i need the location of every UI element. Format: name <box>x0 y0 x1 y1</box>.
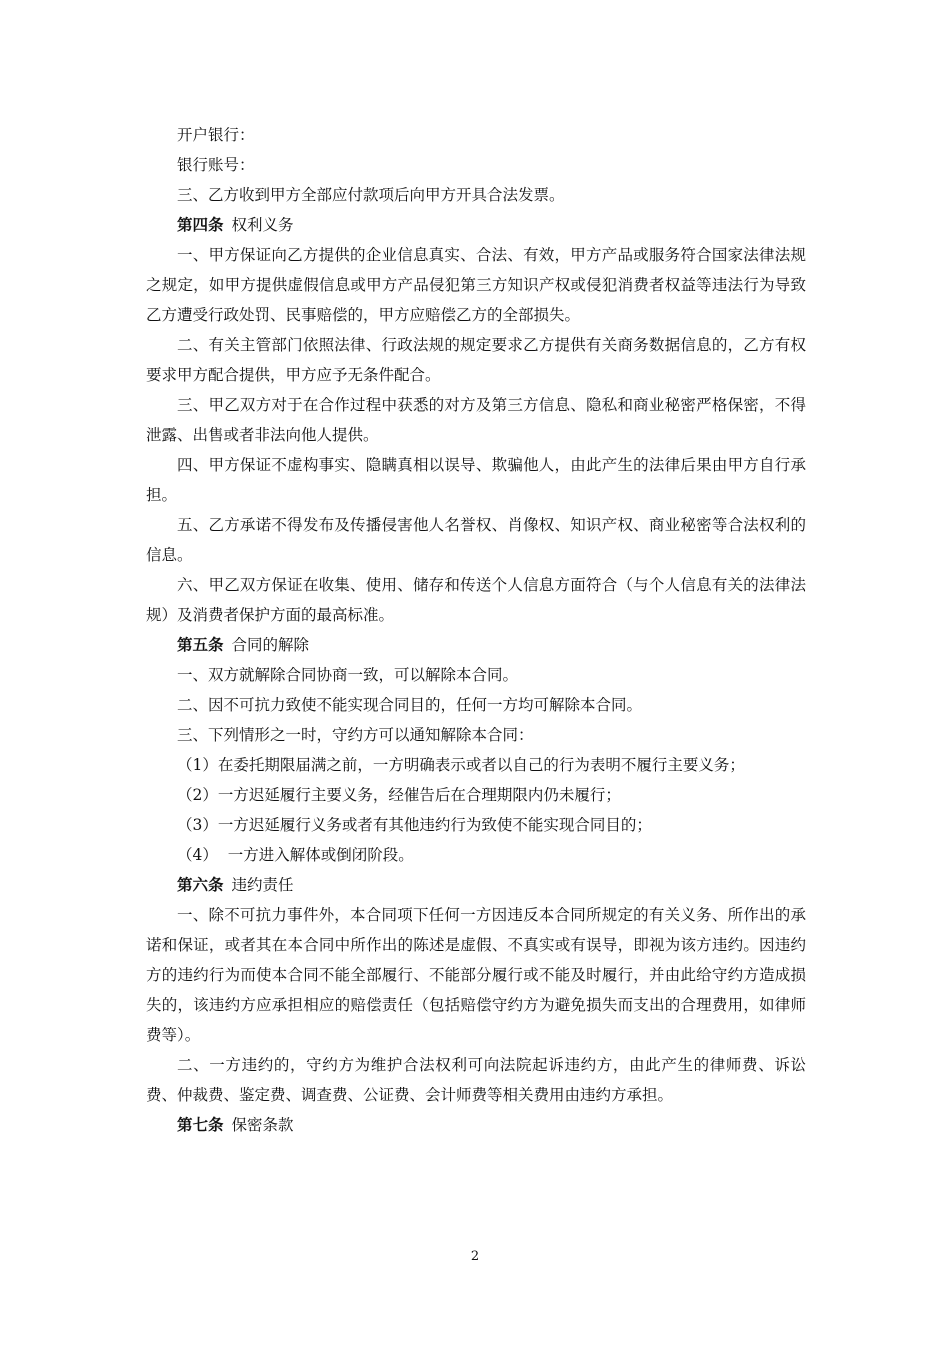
article-5-heading <box>146 630 806 660</box>
article-5-label: 第五条 <box>177 635 224 654</box>
article-6-title: 违约责任 <box>231 876 294 894</box>
article-5-item-2: （2）一方迟延履行主要义务，经催告后在合理期限内仍未履行； <box>177 786 621 804</box>
article-4-para-2: 二、有关主管部门依照法律、行政法规的规定要求乙方提供有关商务数据信息的，乙方有权要求甲方配合提供，甲方应予无条件配合。 <box>146 336 806 384</box>
article-6-heading <box>146 870 806 900</box>
article-5-para-1: 一、双方就解除合同协商一致，可以解除本合同。 <box>177 666 519 684</box>
bank-name-line: 开户银行： <box>177 126 255 144</box>
article-4-para-3: 三、甲乙双方对于在合作过程中获悉的对方及第三方信息、隐私和商业秘密严格保密，不得泄露、出售或者非法向他人提供。 <box>146 396 806 444</box>
article-4-para-1: 一、甲方保证向乙方提供的企业信息真实、合法、有效，甲方产品或服务符合国家法律法规之规定，如甲方提供虚假信息或甲方产品侵犯第三方知识产权或侵犯消费者权益等违法行为导致乙方遭受行政处罚、民事赔偿的，甲方应赔偿乙方的全部损失。 <box>146 246 806 324</box>
article-6-para-1: 一、除不可抗力事件外，本合同项下任何一方因违反本合同所规定的有关义务、所作出的承诺和保证，或者其在本合同中所作出的陈述是虚假、不真实或有误导，即视为该方违约。因违约方的违约行为而使本合同不能全部履行、不能部分履行或不能及时履行，并由此给守约方造成损失的，该违约方应承担相应的赔偿责任（包括赔偿守约方为避免损失而支出的合理费用，如律师费等）。 <box>146 906 806 1044</box>
page-number: 2 <box>470 1249 480 1264</box>
article-4-title: 权利义务 <box>231 216 294 234</box>
bank-account-line: 银行账号： <box>177 156 255 174</box>
article-5-item-4: （4） 一方进入解体或倒闭阶段。 <box>177 846 414 864</box>
article-7-heading <box>146 1110 806 1140</box>
article-4-heading <box>146 210 806 240</box>
article-5-para-3: 三、下列情形之一时，守约方可以通知解除本合同： <box>177 726 534 744</box>
article-4-para-6: 六、甲乙双方保证在收集、使用、储存和传送个人信息方面符合（与个人信息有关的法律法规）及消费者保护方面的最高标准。 <box>146 576 806 624</box>
article-6-para-2: 二、一方违约的，守约方为维护合法权利可向法院起诉违约方，由此产生的律师费、诉讼费、仲裁费、鉴定费、调查费、公证费、会计师费等相关费用由违约方承担。 <box>146 1056 806 1104</box>
article-5-title: 合同的解除 <box>231 636 310 654</box>
article-4-para-5: 五、乙方承诺不得发布及传播侵害他人名誉权、肖像权、知识产权、商业秘密等合法权利的信息。 <box>146 516 806 564</box>
article-5-item-3: （3）一方迟延履行义务或者有其他违约行为致使不能实现合同目的； <box>177 816 652 834</box>
article-4-para-4: 四、甲方保证不虚构事实、隐瞒真相以误导、欺骗他人，由此产生的法律后果由甲方自行承担。 <box>146 456 806 504</box>
article-7-label: 第七条 <box>177 1115 224 1134</box>
document-body <box>146 120 806 1140</box>
invoice-clause: 三、乙方收到甲方全部应付款项后向甲方开具合法发票。 <box>177 186 565 204</box>
article-6-label: 第六条 <box>177 875 224 894</box>
article-4-label: 第四条 <box>177 215 224 234</box>
article-5-para-2: 二、因不可抗力致使不能实现合同目的，任何一方均可解除本合同。 <box>177 696 643 714</box>
article-7-title: 保密条款 <box>231 1116 294 1134</box>
article-5-item-1: （1）在委托期限届满之前，一方明确表示或者以自己的行为表明不履行主要义务； <box>177 756 745 774</box>
